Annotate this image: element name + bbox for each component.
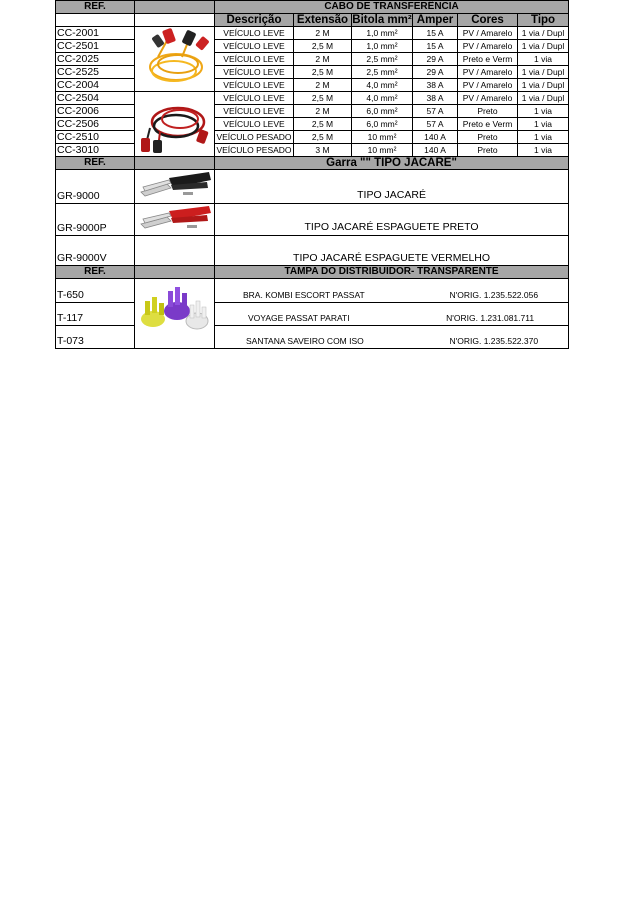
ref-cell: CC-2510 [56, 131, 135, 144]
tampa-orig: N'ORIG. 1.231.081.711 [446, 313, 535, 323]
ext-cell: 2,5 M [294, 131, 352, 144]
garra-image-header [135, 157, 215, 170]
table-row [56, 27, 569, 40]
amper-cell: 57 A [413, 105, 458, 118]
amper-cell: 15 A [413, 27, 458, 40]
tampa-desc: BRA. KOMBI ESCORT PASSAT [243, 290, 365, 300]
tipo-cell: 1 via / Dupl [518, 79, 569, 92]
jumper-cable-red-black-image [135, 92, 215, 157]
table-row [56, 236, 569, 266]
table-row [56, 144, 569, 157]
ext-cell: 2 M [294, 105, 352, 118]
cores-cell: PV / Amarelo [458, 27, 518, 40]
cores-cell: Preto [458, 105, 518, 118]
desc-cell [215, 303, 569, 326]
col-bitola: Bitola mm² [352, 14, 412, 26]
tipo-cell: 1 via [518, 144, 569, 157]
desc-cell: VEÍCULO LEVE [215, 66, 294, 79]
amper-cell: 57 A [413, 118, 458, 131]
bitola-cell: 4,0 mm² [352, 92, 413, 105]
ref-cell: CC-2025 [56, 53, 135, 66]
ref-cell: CC-2506 [56, 118, 135, 131]
cores-cell: Preto [458, 131, 518, 144]
cores-cell: Preto e Verm [458, 118, 518, 131]
tampa-desc: VOYAGE PASSAT PARATI [248, 313, 350, 323]
desc-cell: VEÍCULO LEVE [215, 105, 294, 118]
ref-cell: CC-2504 [56, 92, 135, 105]
cores-cell: Preto [458, 144, 518, 157]
tipo-cell: 1 via [518, 53, 569, 66]
desc-cell: VEÍCULO PESADO [216, 145, 292, 155]
bitola-cell: 6,0 mm² [352, 105, 413, 118]
bitola-cell: 2,5 mm² [352, 66, 413, 79]
bitola-cell: 6,0 mm² [352, 118, 413, 131]
table-row [56, 40, 569, 53]
table-row [56, 170, 569, 204]
table-row [56, 118, 569, 131]
blank-image-cell [135, 236, 215, 266]
cores-cell: PV / Amarelo [458, 79, 518, 92]
cores-cell: PV / Amarelo [458, 92, 518, 105]
ref-cell: CC-2525 [56, 66, 135, 79]
ext-cell: 2,5 M [294, 40, 352, 53]
garra-title: Garra "" TIPO JACARÉ" [215, 157, 569, 170]
desc-cell: VEÍCULO LEVE [215, 40, 294, 53]
ext-cell: 3 M [294, 144, 352, 157]
desc-cell: TIPO JACARÉ ESPAGUETE VERMELHO [215, 236, 569, 266]
table-row [56, 53, 569, 66]
col-tipo: Tipo [518, 14, 569, 27]
bitola-cell: 1,0 mm² [352, 40, 413, 53]
cabo-ref-header: REF. [56, 1, 135, 14]
col-extensao: Extensão [294, 14, 352, 27]
col-descricao: Descrição [215, 14, 294, 27]
ref-cell: CC-2006 [56, 105, 135, 118]
ref-cell: GR-9000 [56, 170, 135, 204]
ref-cell: CC-2001 [56, 27, 135, 40]
amper-cell: 140 A [413, 144, 458, 157]
tampa-orig: N'ORIG. 1.235.522.370 [449, 336, 539, 346]
tipo-cell: 1 via / Dupl [518, 66, 569, 79]
bitola-cell: 1,0 mm² [352, 27, 413, 40]
desc-cell: TIPO JACARÉ [215, 170, 569, 204]
ref-cell: CC-3010 [56, 144, 135, 157]
table-row [56, 105, 569, 118]
cabo-title: CABO DE TRANSFERÊNCIA [215, 1, 569, 14]
tipo-cell: 1 via / Dupl [518, 92, 569, 105]
product-table [55, 0, 569, 349]
distributor-cap-image [135, 279, 215, 349]
ref-cell: CC-2004 [56, 79, 135, 92]
table-row [56, 92, 569, 105]
ext-cell: 2,5 M [294, 66, 352, 79]
tipo-cell: 1 via [518, 105, 569, 118]
ref-cell: T-117 [56, 303, 135, 326]
cabo-image-header [135, 1, 215, 14]
desc-cell: VEÍCULO LEVE [215, 118, 294, 131]
table-row [56, 66, 569, 79]
table-row [56, 279, 569, 303]
cabo-column-headers [56, 14, 569, 27]
tampa-image-header [135, 266, 215, 279]
table-row [56, 326, 569, 349]
ext-cell: 2,5 M [294, 118, 352, 131]
tampa-desc: SANTANA SAVEIRO COM ISO [246, 336, 364, 346]
alligator-clip-red-image [135, 204, 215, 236]
ext-cell: 2 M [294, 27, 352, 40]
ref-cell: CC-2501 [56, 40, 135, 53]
blank-header [135, 14, 215, 27]
col-amper: Amper [413, 14, 458, 27]
cores-cell: PV / Amarelo [458, 66, 518, 79]
bitola-cell: 2,5 mm² [352, 53, 413, 66]
cores-cell: PV / Amarelo [458, 40, 518, 53]
tipo-cell: 1 via [518, 118, 569, 131]
garra-ref-header: REF. [56, 157, 135, 170]
cores-cell: Preto e Verm [458, 53, 518, 66]
desc-cell: VEÍCULO LEVE [215, 53, 294, 66]
tipo-cell: 1 via / Dupl [518, 27, 569, 40]
col-cores: Cores [458, 14, 518, 27]
ref-cell: GR-9000V [56, 236, 135, 266]
ref-cell: T-650 [56, 279, 135, 303]
table-row [56, 204, 569, 236]
amper-cell: 38 A [413, 79, 458, 92]
desc-cell: VEÍCULO PESADO [216, 132, 292, 142]
ext-cell: 2 M [294, 79, 352, 92]
desc-cell: VEÍCULO LEVE [215, 27, 294, 40]
spreadsheet [55, 0, 568, 349]
bitola-cell: 10 mm² [352, 131, 413, 144]
table-row [56, 131, 569, 144]
desc-cell [215, 326, 569, 349]
alligator-clip-black-image [135, 170, 215, 204]
blank-header [56, 14, 135, 27]
ref-cell: T-073 [56, 326, 135, 349]
ref-cell: GR-9000P [56, 204, 135, 236]
amper-cell: 29 A [413, 66, 458, 79]
desc-cell: TIPO JACARÉ ESPAGUETE PRETO [215, 204, 569, 236]
table-row [56, 303, 569, 326]
desc-cell: VEÍCULO LEVE [215, 92, 294, 105]
desc-cell: VEÍCULO LEVE [215, 79, 294, 92]
amper-cell: 38 A [413, 92, 458, 105]
bitola-cell: 10 mm² [352, 144, 413, 157]
table-row [56, 79, 569, 92]
amper-cell: 15 A [413, 40, 458, 53]
tampa-orig: N'ORIG. 1.235.522.056 [449, 290, 539, 300]
jumper-cable-yellow-image [135, 27, 215, 92]
ext-cell: 2 M [294, 53, 352, 66]
amper-cell: 140 A [413, 131, 458, 144]
tipo-cell: 1 via [518, 131, 569, 144]
desc-cell [215, 279, 569, 303]
bitola-cell: 4,0 mm² [352, 79, 413, 92]
amper-cell: 29 A [413, 53, 458, 66]
tampa-title: TAMPA DO DISTRIBUIDOR- TRANSPARENTE [215, 266, 569, 279]
tipo-cell: 1 via / Dupl [518, 40, 569, 53]
ext-cell: 2,5 M [294, 92, 352, 105]
tampa-ref-header: REF. [56, 266, 135, 279]
